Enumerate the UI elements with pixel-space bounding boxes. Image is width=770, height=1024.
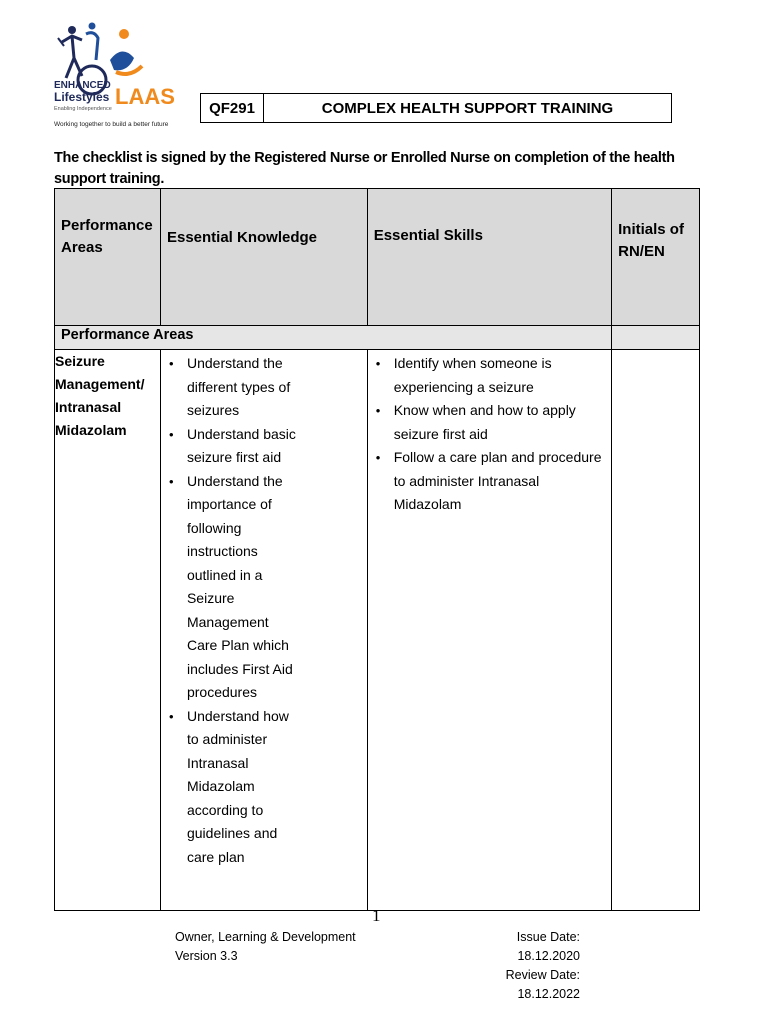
header-initials [612,189,700,326]
footer-review-date: Review Date: 18.12.2022 [505,968,580,1001]
footer-owner: Owner, Learning & Development [175,930,356,944]
knowledge-item: • Understand the importance of following instructions outlined in a Seizure Management Care Plan which includes First Aid procedures [187,470,302,705]
footer-dates-block [470,928,580,1004]
header-initials-line2: RN/EN [618,243,665,260]
skill-item: • Know when and how to apply seizure first aid [394,399,607,446]
document-title: COMPLEX HEALTH SUPPORT TRAINING [321,99,614,117]
table-row [55,350,700,911]
area-line: Seizure [55,353,105,369]
footer-version: Version 3.3 [175,949,238,963]
section-row [55,326,700,350]
skills-cell [367,350,611,911]
header-areas-line1: Performance [61,217,153,234]
skill-item: • Follow a care plan and procedure to administer Intranasal Midazolam [394,446,607,517]
knowledge-cell [160,350,367,911]
header-performance-areas [55,189,161,326]
page-number: 1 [372,906,381,925]
area-line: Intranasal [55,399,122,415]
header-essential-knowledge: Essential Knowledge [160,189,367,326]
intro-line1: The checklist is signed by the Registered Nurse or Enrolled Nurse on completion of the health support training. [54,150,675,187]
performance-area-cell [55,350,161,911]
training-checklist-table [54,188,700,911]
logo-brand-line1: ENHANCED [54,80,111,91]
initials-cell[interactable] [612,350,700,911]
logo-tagline: Working together to build a better future [54,121,169,128]
knowledge-item: • Understand how to administer Intranasal Midazolam according to guidelines and care plan [187,705,302,870]
section-label: Performance Areas [55,326,612,350]
header-areas-line2: Areas [61,239,103,256]
footer-owner-block [175,928,356,966]
logo-brand-sub: Enabling Independence [54,106,112,112]
logo-brand-line2: Lifestyles [54,90,110,104]
header-initials-line1: Initials of [618,221,684,238]
skill-item: • Identify when someone is experiencing a seizure [394,352,607,399]
area-line: Midazolam [55,422,127,438]
footer-issue-date: Issue Date: 18.12.2020 [516,930,580,963]
table-header-row [55,189,700,326]
section-initials-cell [612,326,700,350]
logo-laas: LAAS [115,84,175,109]
area-line: Management/ [55,376,145,392]
header-essential-skills: Essential Skills [367,189,611,326]
knowledge-item: • Understand the different types of seizures [187,352,302,423]
document-title-box [200,93,672,123]
company-logo [52,20,175,135]
knowledge-item: • Understand basic seizure first aid [187,423,302,470]
form-code: QF291 [201,94,264,122]
